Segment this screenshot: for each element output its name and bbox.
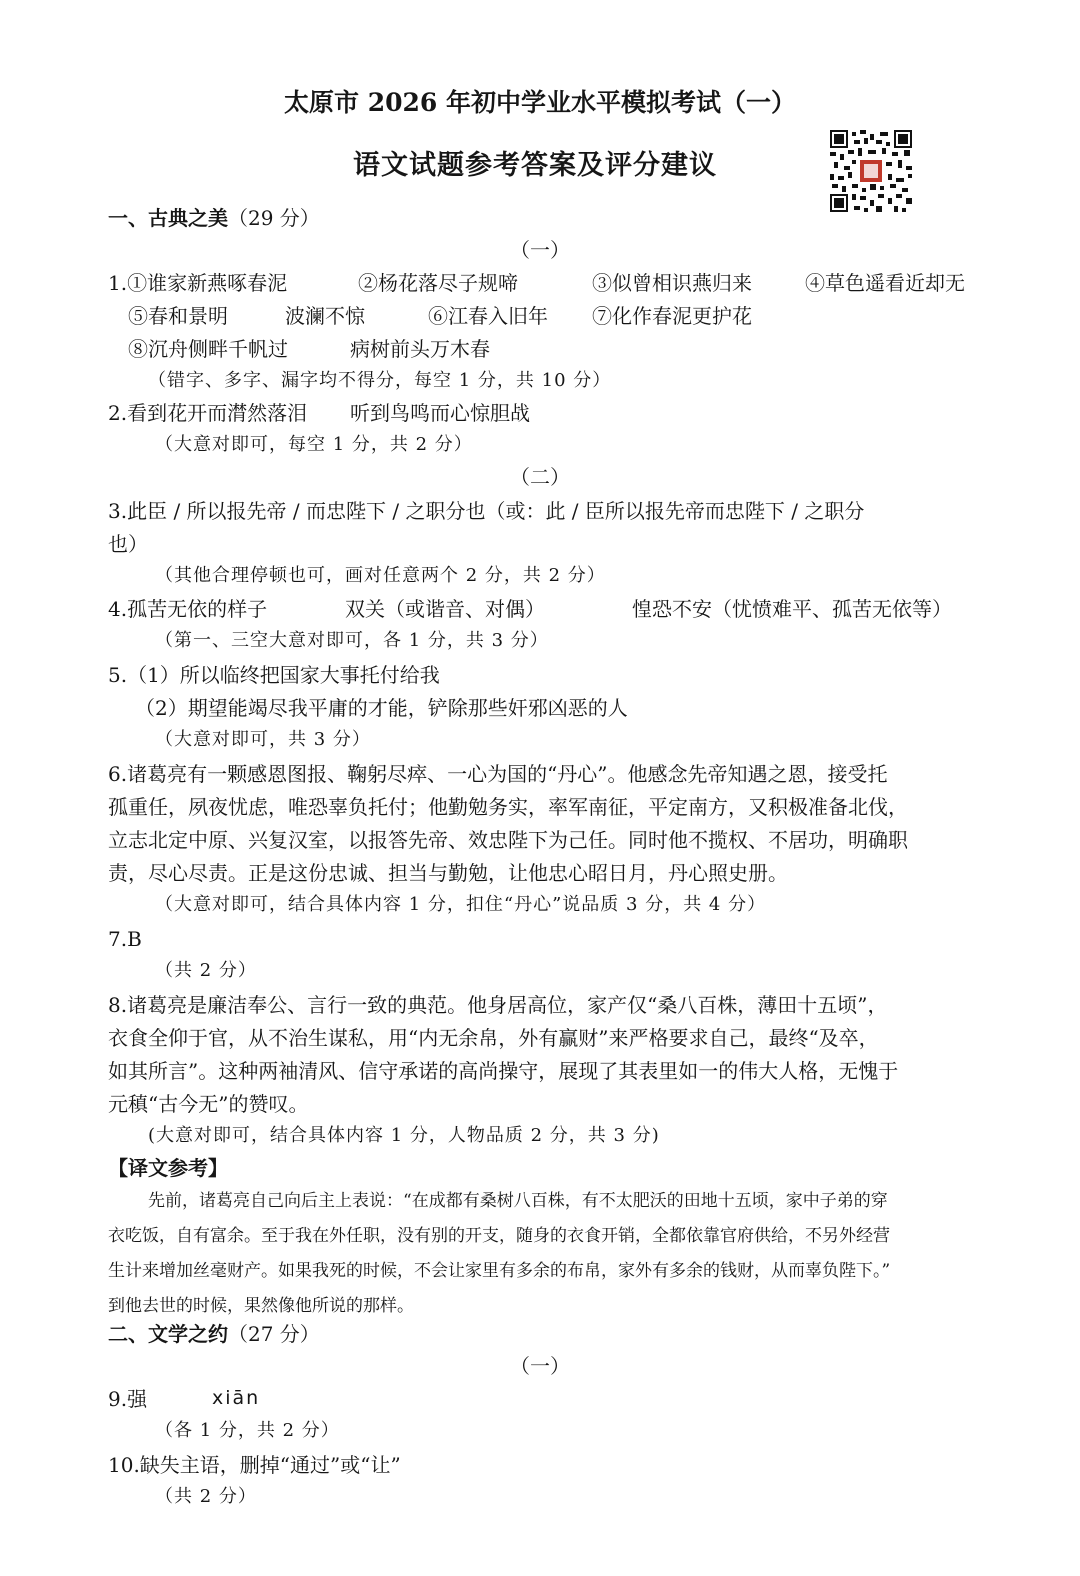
translation-line: 到他去世的时候，果然像他所说的那样。 [108,1296,414,1316]
translation-line: 先前，诸葛亮自己向后主上表说：“在成都有桑树八百株，有不太肥沃的田地十五顷，家中子弟的穿 [148,1191,888,1211]
answer-item: 波澜不惊 [285,304,365,328]
scoring-note: （共 2 分） [155,960,257,981]
part-label: （一） [510,1354,570,1378]
scoring-note: （各 1 分，共 2 分） [155,1420,340,1441]
answer-item: 也） [108,532,148,556]
section-points: （29 分） [228,206,320,230]
pinyin-answer: xiān [212,1387,261,1409]
answer-item: ④草色遥看近却无 [805,271,965,295]
scoring-note: （错字、多字、漏字均不得分，每空 1 分，共 10 分） [148,370,612,391]
answer-item: 2.看到花开而潸然落泪 [108,401,308,425]
answer-item: 7.B [108,927,142,951]
answer-paragraph-line: 如其所言”。这种两袖清风、信守承诺的高尚操守，展现了其表里如一的伟大人格，无愧于 [108,1059,899,1083]
answer-item: ③似曾相识燕归来 [592,271,752,295]
answer-item: 3.此臣 / 所以报先帝 / 而忠陛下 / 之职分也（或：此 / 臣所以报先帝而忠陛下 / 之职分 [108,499,865,523]
answer-item: 5.（1）所以临终把国家大事托付给我 [108,663,440,687]
answer-paragraph-line: 衣食全仰于官，从不治生谋私，用“内无余帛，外有赢财”来严格要求自己，最终“及卒， [108,1026,879,1050]
answer-paragraph-line: 6.诸葛亮有一颗感恩图报、鞠躬尽瘁、一心为国的“丹心”。他感念先帝知遇之恩，接受托 [108,762,888,786]
answer-paragraph-line: 元稹“古今无”的赞叹。 [108,1092,309,1116]
scoring-note: （其他合理停顿也可，画对任意两个 2 分，共 2 分） [155,565,606,586]
answer-item: ⑧沉舟侧畔千帆过 [128,337,288,361]
part-label: （二） [510,465,570,489]
scoring-note: （共 2 分） [155,1486,257,1507]
scoring-note: （大意对即可，共 3 分） [155,729,371,750]
answer-item: 双关（或谐音、对偶） [345,597,545,621]
answer-paragraph-line: 责，尽心尽责。正是这份忠诚、担当与勤勉，让他忠心昭日月，丹心照史册。 [108,861,788,885]
page-title: 太原市 2026 年初中学业水平模拟考试（一） [284,88,796,117]
section-heading-text: 一、古典之美 [108,206,228,230]
answer-item: 病树前头万木春 [350,337,490,361]
answer-item: ⑦化作春泥更护花 [592,304,752,328]
scoring-note: （第一、三空大意对即可，各 1 分，共 3 分） [155,630,549,651]
section-points: （27 分） [228,1322,320,1346]
answer-item: 10.缺失主语，删掉“通过”或“让” [108,1453,401,1477]
scoring-note: (大意对即可，结合具体内容 1 分，人物品质 2 分，共 3 分) [148,1125,660,1146]
section-heading-text: 二、文学之约 [108,1322,228,1346]
answer-item: 4.孤苦无依的样子 [108,597,268,621]
qr-code-icon [830,130,912,212]
answer-paragraph-line: 立志北定中原、兴复汉室，以报答先帝、效忠陛下为己任。同时他不揽权、不居功，明确职 [108,828,908,852]
page-subtitle: 语文试题参考答案及评分建议 [353,150,717,181]
translation-line: 衣吃饭，自有富余。至于我在外任职，没有别的开支，随身的衣食开销，全都依靠官府供给，不另外经营 [108,1226,890,1246]
answer-item: 惶恐不安（忧愤难平、孤苦无依等） [632,597,952,621]
answer-item: ⑥江春入旧年 [428,304,548,328]
answer-item: 9.强 [108,1387,148,1411]
translation-heading: 【译文参考】 [108,1156,228,1180]
scoring-note: （大意对即可，结合具体内容 1 分，扣住“丹心”说品质 3 分，共 4 分） [155,894,767,915]
answer-item: 听到鸟鸣而心惊胆战 [350,401,530,425]
part-label: （一） [510,238,570,262]
answer-item: 1.①谁家新燕啄春泥 [108,271,288,295]
scoring-note: （大意对即可，每空 1 分，共 2 分） [155,434,473,455]
answer-item: ⑤春和景明 [128,304,228,328]
answer-paragraph-line: 8.诸葛亮是廉洁奉公、言行一致的典范。他身居高位，家产仅“桑八百株，薄田十五顷”， [108,993,888,1017]
answer-item: （2）期望能竭尽我平庸的才能，铲除那些奸邪凶恶的人 [135,696,628,720]
answer-paragraph-line: 孤重任，夙夜忧虑，唯恐辜负托付；他勤勉务实，率军南征，平定南方，又积极准备北伐， [108,795,908,819]
answer-item: ②杨花落尽子规啼 [358,271,518,295]
translation-line: 生计来增加丝毫财产。如果我死的时候，不会让家里有多余的布帛，家外有多余的钱财，从而辜负陛下。” [108,1261,891,1281]
section-heading-literature [108,1324,320,1344]
section-heading-classical [108,208,320,228]
